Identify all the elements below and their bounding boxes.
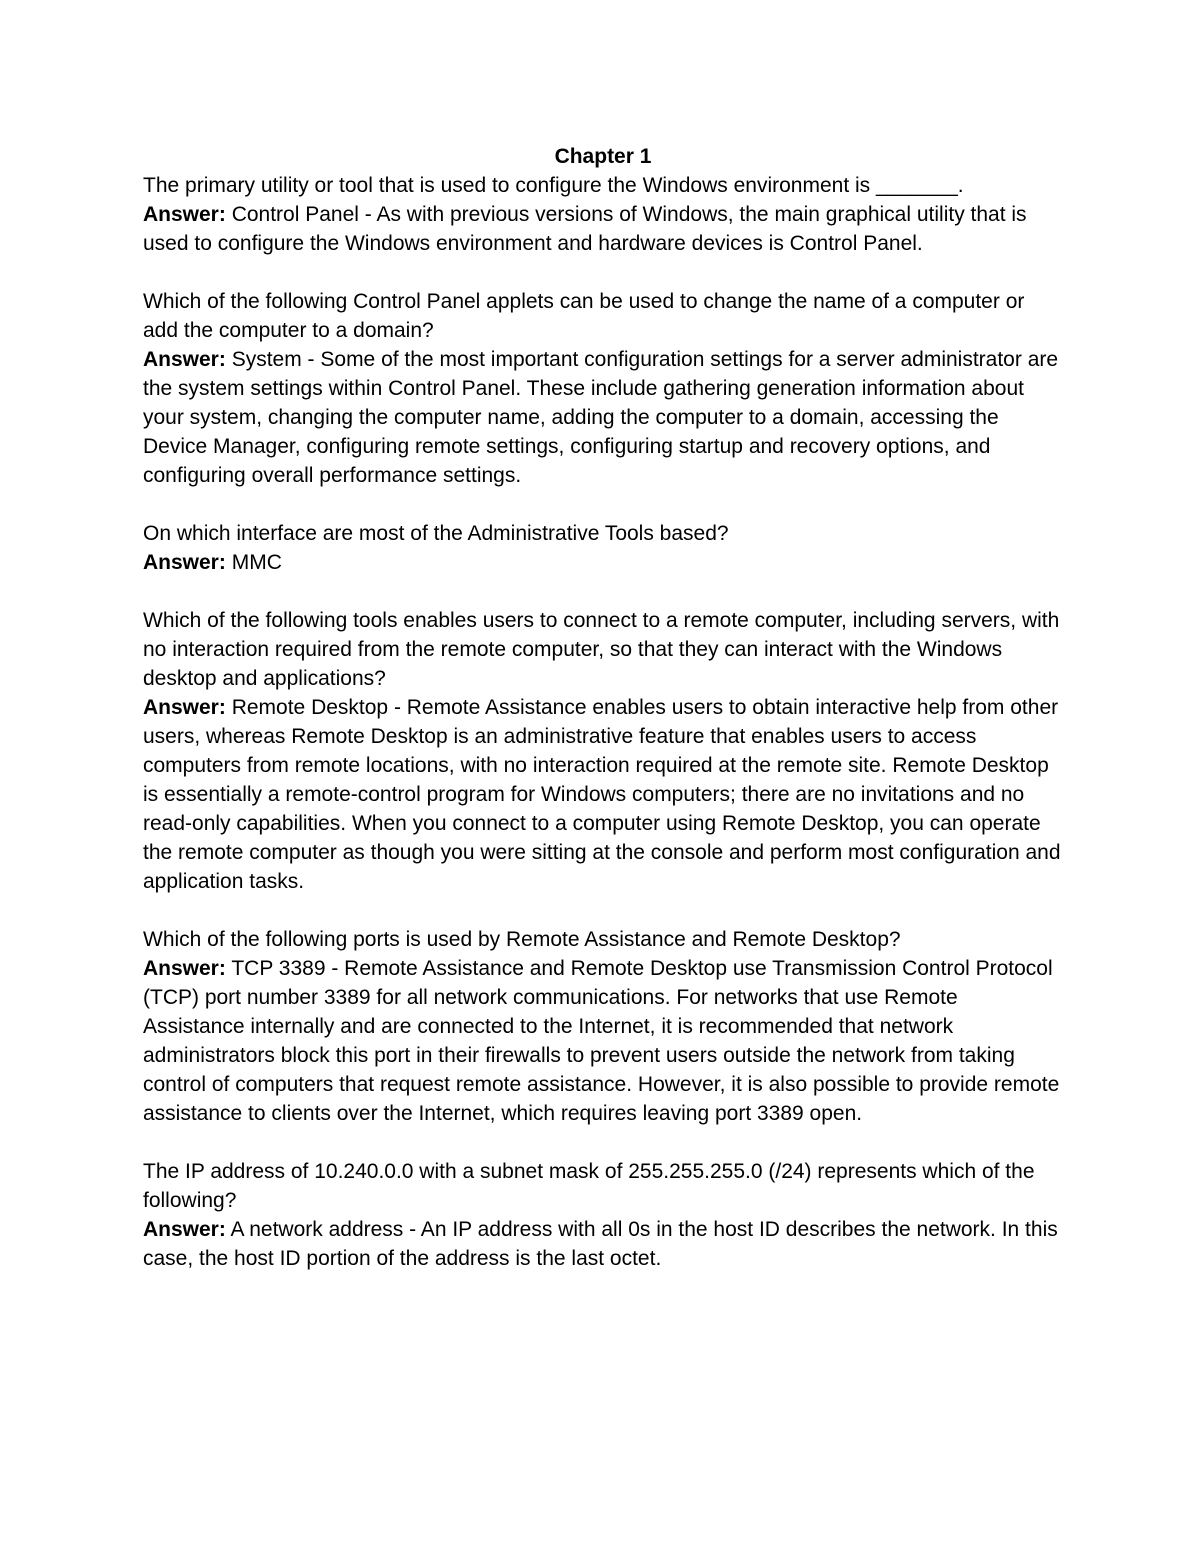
qa-item-6 [143, 1157, 1063, 1273]
qa-item-1 [143, 171, 1063, 258]
answer-text: System - Some of the most important configuration settings for a server administrator are the system settings within Control Panel. These include gathering generation information about your system, changing the computer name, adding the computer to a domain, accessing the Device Manager, configuring remote settings, configuring startup and recovery options, and configuring overall performance settings. [143, 348, 1059, 487]
question-text: Which of the following tools enables users to connect to a remote computer, including servers, with no interaction required from the remote computer, so that they can interact with the Windows desktop and applications? [143, 609, 1060, 690]
answer-text: A network address - An IP address with all 0s in the host ID describes the network. In this case, the host ID portion of the address is the last octet. [143, 1218, 1058, 1270]
answer-paragraph [143, 954, 1063, 1128]
answer-text: TCP 3389 - Remote Assistance and Remote Desktop use Transmission Control Protocol (TCP) port number 3389 for all network communications. For networks that use Remote Assistance internally and are connected to the Internet, it is recommended that network administrators block this port in their firewalls to prevent users outside the network from taking control of computers that request remote assistance. However, it is also possible to provide remote assistance to clients over the Internet, which requires leaving port 3389 open. [143, 957, 1060, 1125]
answer-paragraph [143, 548, 1063, 577]
question-text: Which of the following ports is used by Remote Assistance and Remote Desktop? [143, 928, 901, 951]
answer-text: MMC [231, 551, 282, 574]
answer-label: Answer: [143, 957, 226, 980]
page-title: Chapter 1 [554, 145, 652, 168]
answer-label: Answer: [143, 203, 226, 226]
answer-paragraph [143, 693, 1063, 896]
qa-item-4 [143, 606, 1063, 896]
answer-label: Answer: [143, 551, 226, 574]
answer-label: Answer: [143, 348, 226, 371]
answer-paragraph [143, 200, 1063, 258]
question-text: On which interface are most of the Administrative Tools based? [143, 522, 729, 545]
qa-item-3 [143, 519, 1063, 577]
answer-text: Control Panel - As with previous versions of Windows, the main graphical utility that is used to configure the Windows environment and hardware devices is Control Panel. [143, 203, 1027, 255]
question-text: The primary utility or tool that is used to configure the Windows environment is _______. [143, 174, 964, 197]
question-text: Which of the following Control Panel applets can be used to change the name of a computer or add the computer to a domain? [143, 290, 1025, 342]
answer-paragraph [143, 1215, 1063, 1273]
answer-text: Remote Desktop - Remote Assistance enables users to obtain interactive help from other users, whereas Remote Desktop is an administrative feature that enables users to access computers from remote locations, with no interaction required at the remote site. Remote Desktop is essentially a remote-control program for Windows computers; there are no invitations and no read-only capabilities. When you connect to a computer using Remote Desktop, you can operate the remote computer as though you were sitting at the console and perform most configuration and application tasks. [143, 696, 1061, 893]
document-page [143, 142, 1063, 1273]
question-text: The IP address of 10.240.0.0 with a subnet mask of 255.255.255.0 (/24) represents which of the following? [143, 1160, 1035, 1212]
answer-label: Answer: [143, 696, 226, 719]
answer-label: Answer: [143, 1218, 226, 1241]
answer-paragraph [143, 345, 1063, 490]
qa-item-5 [143, 925, 1063, 1128]
qa-item-2 [143, 287, 1063, 490]
